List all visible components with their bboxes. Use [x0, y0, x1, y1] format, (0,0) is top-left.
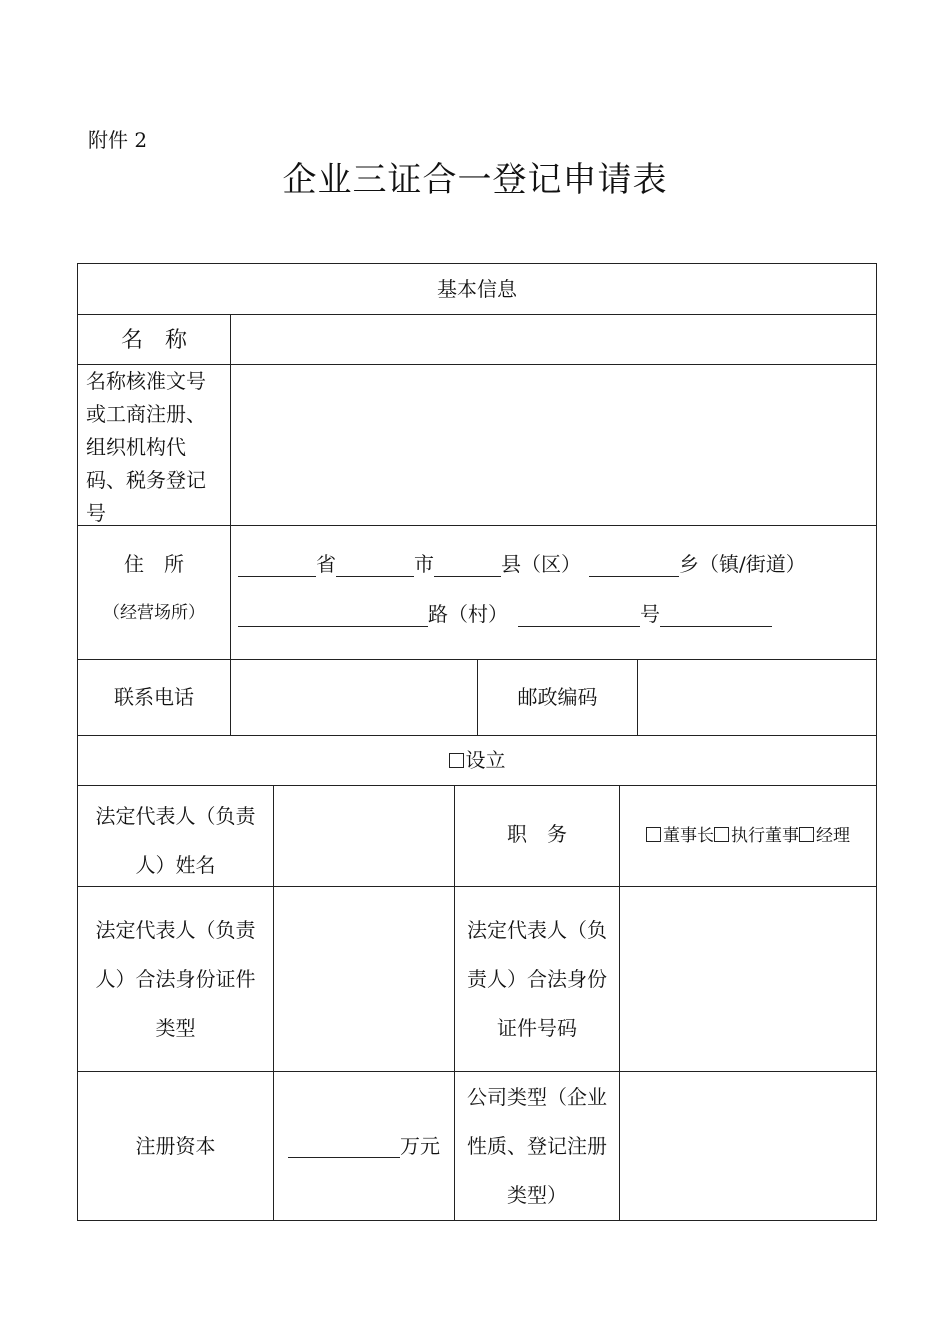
address-label: 住 所 [124, 552, 184, 576]
id-type-field[interactable] [274, 887, 454, 1071]
capital-row [78, 1072, 876, 1220]
company-type-label: 公司类型（企业性质、登记注册类型） [467, 1084, 607, 1207]
capital-field [274, 1072, 454, 1220]
position-option-executive-director[interactable]: 执行董事 [714, 812, 799, 861]
position-label: 职 务 [507, 821, 567, 846]
city-text: 市 [414, 552, 434, 576]
contact-row [78, 660, 876, 736]
postcode-label: 邮政编码 [517, 685, 598, 709]
executive-director-checkbox[interactable] [714, 827, 729, 842]
address-row [78, 526, 876, 660]
chairman-checkbox[interactable] [646, 827, 661, 842]
phone-field[interactable] [231, 660, 477, 735]
township-input[interactable] [589, 554, 679, 577]
address-line-2 [238, 598, 772, 627]
number-extra-input[interactable] [660, 604, 772, 627]
county-text: 县（区） [501, 552, 581, 576]
page-title: 企业三证合一登记申请表 [282, 160, 668, 200]
house-number-input[interactable] [518, 604, 640, 627]
name-row [78, 315, 876, 365]
province-input[interactable] [238, 554, 316, 577]
road-input[interactable] [238, 604, 428, 627]
legal-rep-row [78, 786, 876, 887]
approval-no-label: 名称核准文号或工商注册、组织机构代码、税务登记号 [86, 369, 206, 525]
province-text: 省 [316, 552, 336, 576]
annex-label: 附件 2 [88, 128, 148, 152]
county-input[interactable] [434, 554, 501, 577]
township-text: 乡（镇/街道） [679, 552, 806, 576]
city-input[interactable] [336, 554, 414, 577]
id-type-label: 法定代表人（负责人）合法身份证件类型 [95, 917, 256, 1040]
establish-option[interactable] [78, 736, 876, 785]
id-number-label: 法定代表人（负责人）合法身份证件号码 [467, 917, 607, 1040]
name-field[interactable] [231, 315, 876, 364]
basic-info-heading: 基本信息 [437, 276, 517, 301]
establish-row [78, 736, 876, 786]
phone-label: 联系电话 [114, 685, 194, 709]
application-form [77, 263, 877, 1221]
road-text: 路（村） [428, 602, 508, 626]
company-type-field[interactable] [620, 1072, 876, 1220]
manager-checkbox[interactable] [799, 827, 814, 842]
capital-input[interactable] [288, 1135, 400, 1158]
address-sublabel: （经营场所） [103, 603, 205, 623]
postcode-field[interactable] [638, 660, 876, 735]
capital-unit: 万元 [400, 1133, 440, 1158]
establish-label: 设立 [465, 748, 506, 772]
address-line-1 [238, 548, 806, 577]
id-number-field[interactable] [620, 887, 876, 1071]
capital-label: 注册资本 [135, 1133, 216, 1158]
position-option-chairman[interactable]: 董事长 [646, 812, 714, 861]
position-option-manager[interactable]: 经理 [799, 812, 850, 861]
approval-no-row [78, 365, 876, 526]
approval-no-field[interactable] [231, 365, 876, 525]
legal-rep-name-label: 法定代表人（负责人）姓名 [95, 804, 256, 877]
establish-checkbox[interactable] [449, 753, 464, 768]
legal-rep-name-field[interactable] [274, 786, 454, 886]
position-options [620, 786, 876, 886]
id-row [78, 887, 876, 1072]
basic-info-row [78, 264, 876, 315]
number-text: 号 [640, 602, 660, 626]
name-label: 名 称 [120, 328, 187, 353]
